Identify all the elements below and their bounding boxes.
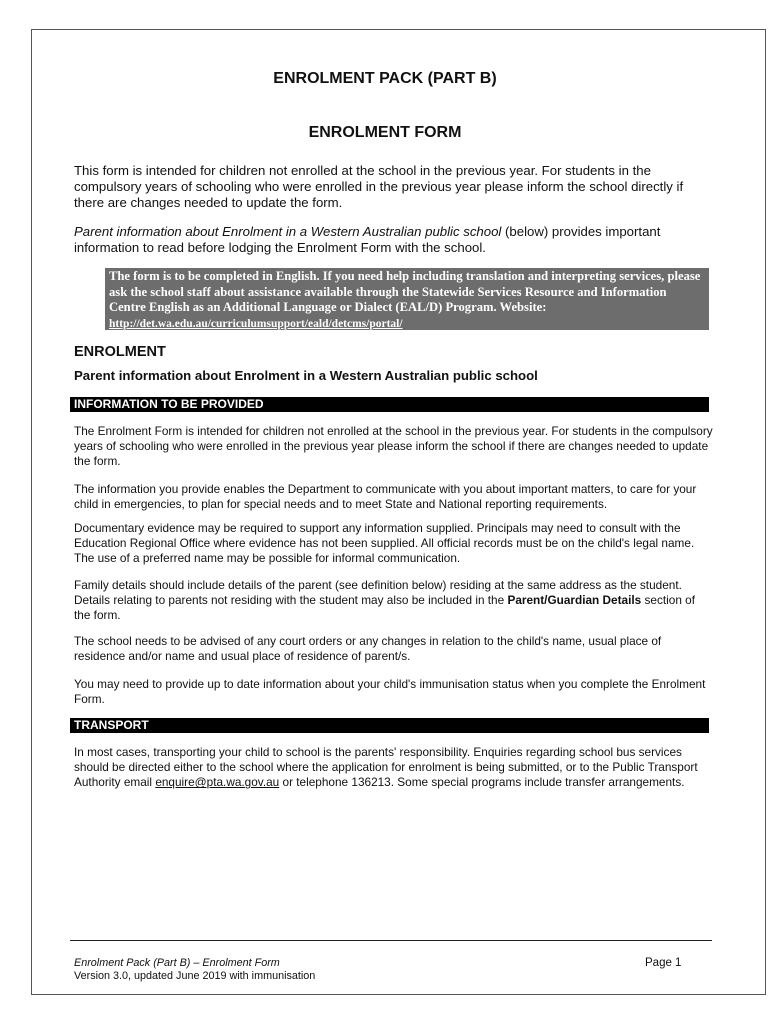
- info-paragraph-2: The information you provide enables the Department to communicate with you about important matters, to care for your child in emergencies, to plan for special needs and to meet State and National reporting requirements.: [74, 482, 697, 512]
- notice-website-link[interactable]: http://det.wa.edu.au/curriculumsupport/eald/detcms/portal/: [109, 317, 403, 330]
- enrolment-subheading: Parent information about Enrolment in a Western Australian public school: [74, 368, 538, 383]
- footer-version: Version 3.0, updated June 2019 with immunisation: [74, 970, 316, 982]
- intro-reference-text: (below) provides important information to read before lodging the Enrolment Form with the school.: [74, 224, 661, 255]
- footer-doc-name: Enrolment Pack (Part B) – Enrolment Form: [74, 957, 280, 969]
- page-number: Page 1: [645, 957, 682, 969]
- info-paragraph-3: Documentary evidence may be required to support any information supplied. Principals may need to consult with the Education Regional Office where evidence has not been supplied. All official records must be on the child's legal name. The use of a preferred name may be possible for informal communication.: [74, 521, 695, 566]
- transport-text-tail: or telephone 136213. Some special programs include transfer arrangements.: [279, 775, 685, 790]
- transport-text: In most cases, transporting your child to school is the parents' responsibility. Enquiries regarding school bus services should be directed either to the school where the application for enrolment is being submitted, or to the Public Transport Authority email: [74, 745, 698, 790]
- info-p4-text: Family details should include details of the parent (see definition below) residing at the same address as the student. Details relating to parents not residing with the student may also be included in the: [74, 578, 682, 608]
- info-paragraph-1: The Enrolment Form is intended for children not enrolled at the school in the previous year. For students in the compulsory years of schooling who were enrolled in the previous year please inform the school if there are changes needed to update the form.: [74, 424, 713, 469]
- footer-info: [74, 957, 315, 983]
- transport-section-header: TRANSPORT: [70, 718, 709, 733]
- transport-paragraph: [74, 745, 714, 791]
- translation-notice: [105, 268, 709, 330]
- pack-title: ENROLMENT PACK (PART B): [273, 70, 497, 87]
- info-section-header: INFORMATION TO BE PROVIDED: [70, 397, 709, 412]
- pta-email-link[interactable]: enquire@pta.wa.gov.au: [155, 775, 280, 790]
- intro-reference-paragraph: [74, 224, 714, 256]
- info-paragraph-4: [74, 578, 714, 624]
- footer-divider: [70, 940, 712, 941]
- intro-reference-title: Parent information about Enrolment in a Western Australian public school: [74, 224, 502, 239]
- info-paragraph-6: You may need to provide up to date information about your child's immunisation status when you complete the Enrolment Form.: [74, 677, 706, 707]
- notice-text: The form is to be completed in English. If you need help including translation and interpreting services, please ask the school staff about assistance available through the Statewide Services Resource and Information Centre English as an Additional Language or Dialect (EAL/D) Program. Website:: [109, 269, 701, 314]
- intro-paragraph: This form is intended for children not enrolled at the school in the previous year. For students in the compulsory years of schooling who were enrolled in the previous year please inform the school directly if there are changes needed to update the form.: [74, 163, 684, 210]
- form-title: ENROLMENT FORM: [308, 124, 462, 141]
- enrolment-heading: ENROLMENT: [74, 344, 166, 360]
- info-p4-tail: section of the form.: [74, 593, 695, 623]
- info-paragraph-5: The school needs to be advised of any court orders or any changes in relation to the child's name, usual place of residence and/or name and usual place of residence of parent/s.: [74, 634, 662, 664]
- parent-guardian-details-ref: Parent/Guardian Details: [507, 593, 642, 608]
